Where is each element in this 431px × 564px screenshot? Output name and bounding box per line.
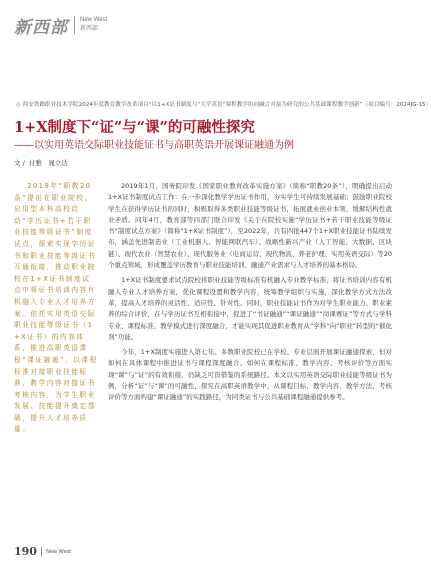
logo-chinese-name: 新西部	[14, 17, 68, 38]
body-paragraph: 今年，1+X制度实施进入第七年。多数职业院校已在学校、专业层面开展课证融通探索，但对如何在具体课程中推进证书与课程深度融合、如何在课程标准、教学内容、考核评价等方面实现“课”与“证”的有效衔接，仍缺乏可资借鉴的系统路径。本文以实用英语交际职业技能等级证书为例，分析“证”与“课”的可融性，探究在高职英语教学中，从课程目标、教学内容、教学方法、考核评价等方面构建“课证融通”的实践路径，为同类证书与公共基础课程融通提供参考。	[108, 348, 392, 402]
article-title: 1+X制度下“证”与“课”的可融性探究	[14, 119, 255, 136]
author-prefix: 文 /	[14, 159, 25, 167]
abstract-sidebar	[14, 181, 98, 511]
magazine-logo	[14, 10, 107, 40]
fund-note-text: 西安铁路职业技术学院2024年度教育教学改革项目“以1+X证书制度与“大学英语”课程教学协同融合对接为研究的公共基础课程教学创新”（项目编号：2024JG-15）	[22, 102, 431, 108]
logo-subname: 新西部	[80, 26, 99, 32]
author-names: 付雅 晁立达	[28, 159, 68, 167]
body-paragraph: 1+X证书制度要求试点院校将职业技能等级标准有机融入专业教学标准，将证书培训内容有机融入专业人才培养方案，优化课程设置和教学内容，统筹教学组织与实施，深化教学方式方法改革，提高人才培养的灵活性、适应性、针对性。同时，职业技能证书作为对学生职业能力、职业素养的综合评价，在与学历证书互相衔接中，促进了“书证融通”“课证融通”“岗课赛证”等方式与学科专业、课程标准、教学模式进行深度融合，才能实现其促进职业教育从“学科”向“职业”转型的“催化剂”功能。	[108, 276, 392, 341]
fund-marker-icon: ◎	[16, 102, 21, 108]
footer-divider	[41, 547, 42, 556]
fund-note	[16, 100, 431, 108]
article-subtitle: ——以实用英语交际职业技能证书与高职英语开展课证融通为例	[14, 140, 294, 151]
footer-magazine-name: New West	[45, 548, 71, 555]
page-number: 190	[14, 545, 37, 558]
page-footer	[14, 545, 71, 558]
body-paragraph: 2019年1月，国务院印发《国家职业教育改革实施方案》（简称“职教20条”），明确提出启动1+X证书制度试点工作：在一步深化教学学历证书作用，夯实学生可持续发展基础；鼓励职业院校学生在获得学历证书的同时，积极取得多类职业技能等级证书，拓展就业创业本领，缓解结构性就业矛盾。同年4月，教育部等四部门联合印发《关于在院校实施“学历证书+若干职业技能等级证书”制度试点方案》（简称“1+X证书制度”），至2022年，共有四批447个1+X职业技能证书陆续发布，涵盖先进制造业（工业机器人、智能网联汽车）、战略性新兴产业（人工智能、大数据、区块链）、现代农业（智慧农业）、现代服务业（电商运营、现代物流、养老护理、实用英语交际）等20个重点领域，形成覆盖学历教育与职业技能培训、融通产业需求与人才培养的基本格局。	[108, 182, 392, 270]
logo-english-block	[74, 16, 107, 34]
logo-english-name: New West	[80, 17, 108, 23]
article-body	[108, 181, 392, 541]
abstract-paragraph: 2019年“职教20条”提出在职业院校、应用型本科高校启动“学历证书+若干职业技能等级证书”制度试点，探索实现学历证书和职业技能等级证书互通衔接，推动职业院校在1+X证书制度试点中将证书培训内容有机融入专业人才培养方案。依托实用英语交际职业技能等级证书（1+X证书）的内容体系，推进高职英语课程“课证融通”，以课程标准对接职业技能标准，教学内容对接证书考核内容，为学生职业发展、技能提升奠定基础，提升人才培养质量。	[14, 182, 98, 434]
author-line	[14, 158, 70, 167]
